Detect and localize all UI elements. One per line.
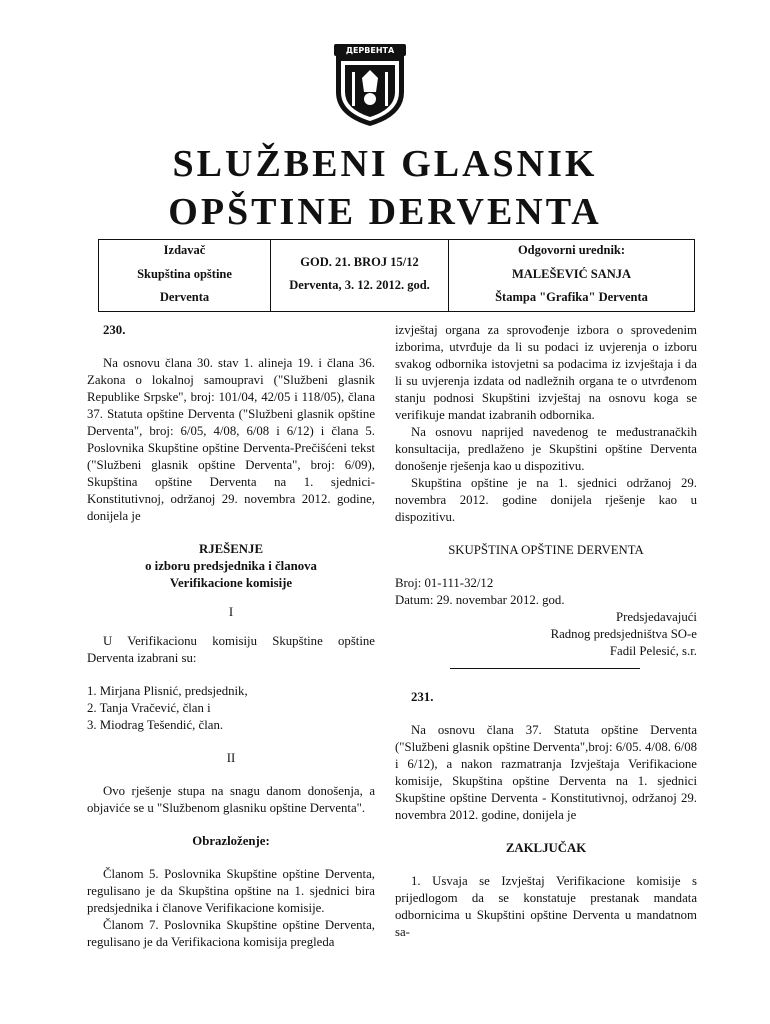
decision-date: Datum: 29. novembar 2012. god.: [395, 593, 565, 607]
member-1: 1. Mirjana Plisnić, predsjednik,: [87, 684, 248, 698]
act-number-231: 231.: [411, 690, 434, 704]
left-column: [87, 322, 375, 951]
publisher-cell: [99, 240, 271, 311]
issue-cell: [271, 240, 449, 311]
act-number-230: 230.: [103, 323, 126, 337]
assembly-name: SKUPŠTINA OPŠTINE DERVENTA: [448, 543, 644, 557]
reference-number: Broj: 01-111-32/12: [395, 576, 494, 590]
act-230-intro: Na osnovu člana 30. stav 1. alineja 19. i člana 36. Zakona o lokalnoj samoupravi ("Službeni glasnik Republike Srpske", broj: 101/04, 42/05 i 118/05), člana 37. Statuta opštine Derventa ("Službeni glasnik opštine Derventa", broj: 6/05, 4/08, 6/08 i 6/12) i člana 5. Poslovnika Skupštine opštine Derventa-Prečišćeni tekst ("Službeni glasnik opštine Derventa", broj: 6/09), Skupština opštine Derventa na 1. sjednici-Konstitutivnoj, održanoj 29. novembra 2012. godine, donijela je: [87, 356, 375, 523]
conclusion-title: ZAKLJUČAK: [505, 841, 587, 855]
masthead-info-box: [98, 239, 695, 312]
reasons-title: Obrazloženje:: [192, 834, 270, 848]
member-2: 2. Tanja Vračević, član i: [87, 701, 211, 715]
conclusion-item-1: 1. Usvaja se Izvještaj Verifikacione komisije s prijedlogom da se konstatuje prestanak mandata odbornicima u Skupštini opštine Derventa u mandatnom sa-: [395, 874, 697, 939]
section-I: I: [228, 605, 234, 619]
section-II-text: Ovo rješenje stupa na snagu danom donošenja, a objaviće se u "Službenom glasniku opštine Derventa".: [87, 784, 375, 815]
issue-date: Derventa, 3. 12. 2012. god.: [289, 278, 430, 292]
masthead-title: SLUŽBENI GLASNIK: [172, 143, 598, 185]
editor-cell: [449, 240, 694, 311]
decision-subtitle-1: o izboru predsjednika i članova: [145, 559, 317, 573]
svg-text:ДЕРВЕНТА: ДЕРВЕНТА: [345, 46, 395, 55]
signatory-name: Fadil Pelesić, s.r.: [609, 644, 697, 658]
decision-subtitle-2: Verifikacione komisije: [169, 576, 293, 590]
printer: Štampa "Grafika" Derventa: [495, 290, 648, 304]
reasons-paragraph-4: Skupština opštine je na 1. sjednici održanoj 29. novembra 2012. godine donijela rješenje kao u dispozitivu.: [395, 476, 697, 524]
decision-title: RJEŠENJE: [198, 542, 263, 556]
reasons-continuation: izvještaj organa za sprovođenje izbora o sprovedenim izborima, utvrđuje da li su podaci iz uvjerenja o izboru svakog odbornika istovjetni sa podacima iz izvještaja i da li su uvjerenja izdata od nadležnih organa te o utvrđenom stanju podnosi Skupštini izvještaj na osnovu koga se verifikuje mandat izabranih odbornika.: [395, 323, 697, 422]
publisher-label: Izdavač: [163, 243, 206, 257]
publisher-line1: Skupština opštine: [137, 266, 232, 281]
editor-label: Odgovorni urednik:: [517, 243, 626, 257]
reasons-paragraph-3: Na osnovu naprijed navedenog te međustranačkih konsultacija, predlaženo je Skupštini opštine Derventa donošenje rješenja kao u dispozitivu.: [395, 425, 697, 473]
reasons-paragraph-1: Članom 5. Poslovnika Skupštine opštine Derventa, regulisano je da Skupština opštine na 1. sjednici bira predsjednika i članove Verifikacione komisije.: [87, 867, 375, 915]
publisher-line2: Derventa: [159, 290, 210, 304]
section-II: II: [226, 751, 236, 765]
signatory-title-1: Predsjedavajući: [615, 610, 697, 624]
right-column: [395, 322, 697, 941]
issue-number: GOD. 21. BROJ 15/12: [300, 255, 419, 269]
section-I-text: U Verifikacionu komisiju Skupštine opštine Derventa izabrani su:: [87, 634, 375, 665]
signatory-title-2: Radnog predsjedništva SO-e: [550, 627, 697, 641]
derventa-coat-of-arms: [330, 42, 410, 128]
member-3: 3. Miodrag Tešendić, član.: [87, 718, 224, 732]
reasons-paragraph-2: Članom 7. Poslovnika Skupštine opštine Derventa, regulisano je da Verifikaciona komisija pregleda: [87, 918, 375, 949]
act-231-intro: Na osnovu člana 37. Statuta opštine Derventa ("Službeni glasnik opštine Derventa",broj: 6/05. 4/08. 6/08 i 6/12), a nakon razmatranja Izvještaja Verifikacione komisije, Skupština opštine Derventa na 1. sjednici Skupštine opštine Derventa - Konstitutivnoj, održanoj 29. novembra 2012. godine, donijela je: [395, 723, 697, 822]
editor-name: MALEŠEVIĆ SANJA: [511, 266, 632, 281]
masthead-subtitle: OPŠTINE DERVENTA: [168, 191, 602, 233]
